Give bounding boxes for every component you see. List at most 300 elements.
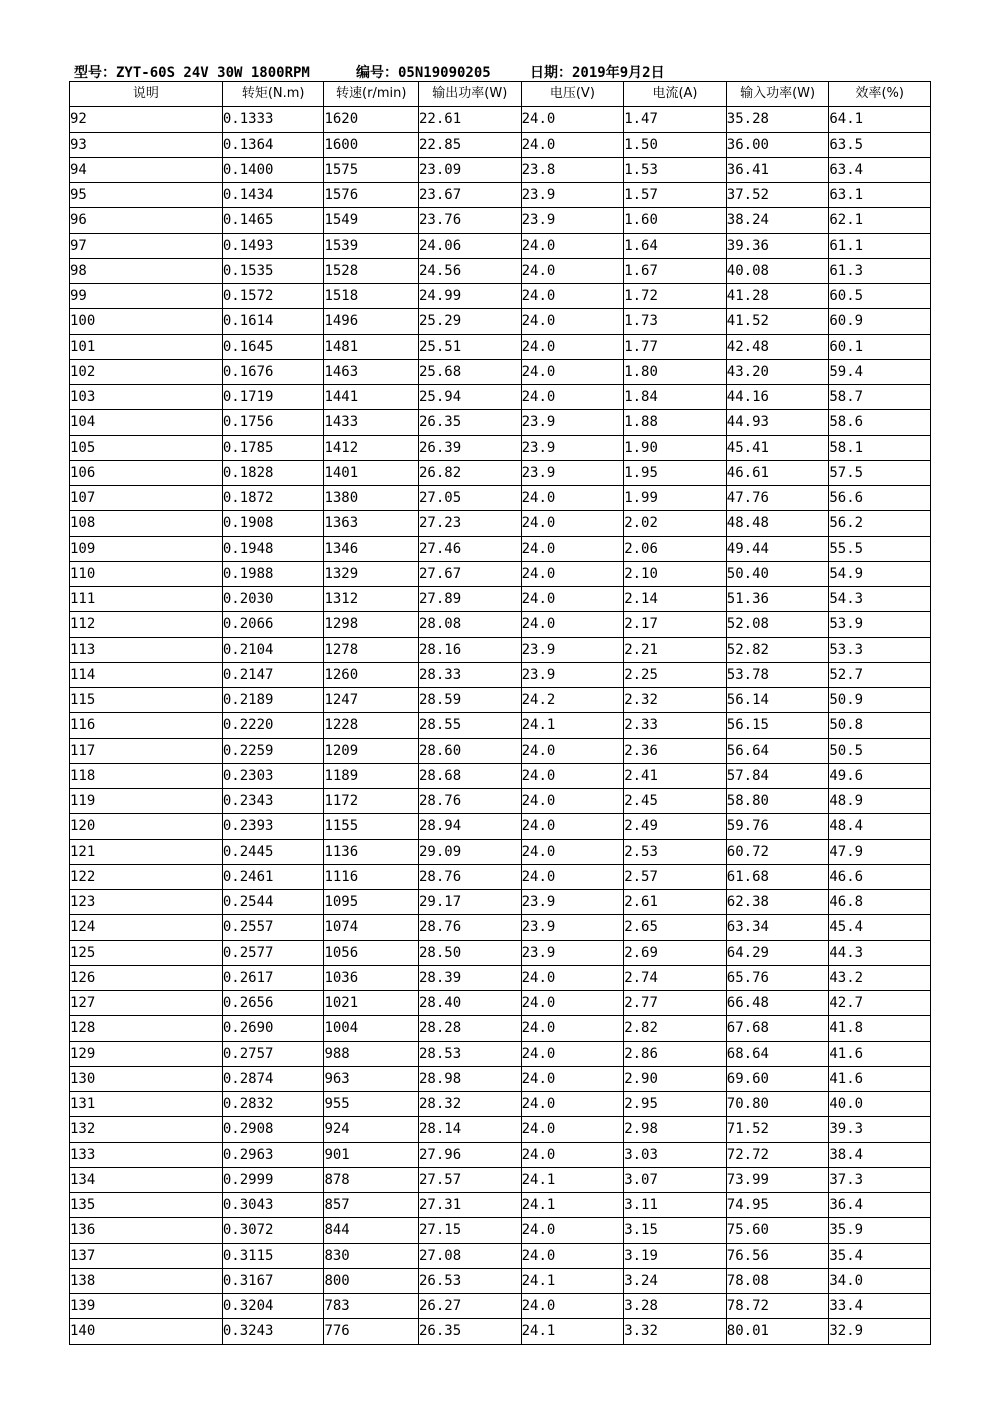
cell-input-power: 36.41	[726, 157, 829, 182]
cell-current: 3.32	[624, 1319, 727, 1344]
cell-speed: 1074	[324, 915, 419, 940]
cell-description: 111	[70, 587, 223, 612]
cell-input-power: 61.68	[726, 864, 829, 889]
cell-input-power: 69.60	[726, 1066, 829, 1091]
table-row	[70, 410, 931, 435]
cell-description: 108	[70, 511, 223, 536]
cell-voltage: 23.9	[521, 890, 624, 915]
cell-torque: 0.1948	[222, 536, 324, 561]
cell-output-power: 26.27	[419, 1294, 522, 1319]
table-row	[70, 1016, 931, 1041]
cell-description: 121	[70, 839, 223, 864]
cell-speed: 1346	[324, 536, 419, 561]
cell-efficiency: 46.6	[829, 864, 931, 889]
cell-speed: 924	[324, 1117, 419, 1142]
cell-torque: 0.2874	[222, 1066, 324, 1091]
cell-input-power: 47.76	[726, 486, 829, 511]
cell-input-power: 40.08	[726, 258, 829, 283]
cell-speed: 1401	[324, 460, 419, 485]
cell-current: 1.53	[624, 157, 727, 182]
cell-voltage: 23.9	[521, 460, 624, 485]
table-row	[70, 284, 931, 309]
cell-input-power: 63.34	[726, 915, 829, 940]
cell-output-power: 28.59	[419, 688, 522, 713]
cell-description: 120	[70, 814, 223, 839]
cell-current: 2.02	[624, 511, 727, 536]
cell-efficiency: 56.2	[829, 511, 931, 536]
cell-voltage: 24.0	[521, 814, 624, 839]
cell-voltage: 24.0	[521, 1142, 624, 1167]
table-row	[70, 1319, 931, 1344]
cell-speed: 963	[324, 1066, 419, 1091]
cell-description: 94	[70, 157, 223, 182]
cell-speed: 1528	[324, 258, 419, 283]
cell-speed: 878	[324, 1167, 419, 1192]
cell-input-power: 78.08	[726, 1268, 829, 1293]
cell-description: 113	[70, 637, 223, 662]
table-row	[70, 839, 931, 864]
cell-description: 127	[70, 991, 223, 1016]
cell-efficiency: 38.4	[829, 1142, 931, 1167]
table-row	[70, 1294, 931, 1319]
cell-efficiency: 44.3	[829, 940, 931, 965]
cell-output-power: 28.98	[419, 1066, 522, 1091]
cell-current: 2.45	[624, 789, 727, 814]
cell-output-power: 29.17	[419, 890, 522, 915]
cell-speed: 1496	[324, 309, 419, 334]
cell-torque: 0.1828	[222, 460, 324, 485]
cell-speed: 1575	[324, 157, 419, 182]
cell-voltage: 24.0	[521, 284, 624, 309]
cell-description: 116	[70, 713, 223, 738]
cell-output-power: 28.53	[419, 1041, 522, 1066]
cell-voltage: 23.9	[521, 435, 624, 460]
cell-description: 135	[70, 1193, 223, 1218]
cell-efficiency: 61.1	[829, 233, 931, 258]
cell-efficiency: 54.9	[829, 561, 931, 586]
cell-current: 2.98	[624, 1117, 727, 1142]
cell-speed: 1247	[324, 688, 419, 713]
cell-efficiency: 34.0	[829, 1268, 931, 1293]
cell-efficiency: 53.9	[829, 612, 931, 637]
cell-description: 124	[70, 915, 223, 940]
cell-speed: 1021	[324, 991, 419, 1016]
cell-speed: 1228	[324, 713, 419, 738]
cell-output-power: 25.29	[419, 309, 522, 334]
cell-description: 110	[70, 561, 223, 586]
cell-input-power: 45.41	[726, 435, 829, 460]
cell-speed: 1095	[324, 890, 419, 915]
cell-speed: 783	[324, 1294, 419, 1319]
cell-description: 103	[70, 385, 223, 410]
cell-current: 2.36	[624, 738, 727, 763]
cell-efficiency: 63.5	[829, 132, 931, 157]
cell-input-power: 41.28	[726, 284, 829, 309]
cell-current: 2.14	[624, 587, 727, 612]
cell-voltage: 23.9	[521, 183, 624, 208]
cell-output-power: 27.89	[419, 587, 522, 612]
cell-current: 3.03	[624, 1142, 727, 1167]
cell-description: 98	[70, 258, 223, 283]
cell-current: 1.99	[624, 486, 727, 511]
table-row	[70, 208, 931, 233]
cell-voltage: 24.0	[521, 1117, 624, 1142]
cell-torque: 0.2690	[222, 1016, 324, 1041]
cell-torque: 0.2189	[222, 688, 324, 713]
cell-speed: 857	[324, 1193, 419, 1218]
table-row	[70, 1167, 931, 1192]
cell-description: 125	[70, 940, 223, 965]
cell-efficiency: 32.9	[829, 1319, 931, 1344]
cell-voltage: 24.0	[521, 1066, 624, 1091]
cell-speed: 776	[324, 1319, 419, 1344]
cell-voltage: 24.0	[521, 1016, 624, 1041]
cell-input-power: 36.00	[726, 132, 829, 157]
cell-torque: 0.1572	[222, 284, 324, 309]
cell-input-power: 46.61	[726, 460, 829, 485]
cell-output-power: 26.82	[419, 460, 522, 485]
cell-voltage: 24.0	[521, 385, 624, 410]
cell-output-power: 28.14	[419, 1117, 522, 1142]
cell-current: 1.95	[624, 460, 727, 485]
table-row	[70, 1142, 931, 1167]
cell-input-power: 57.84	[726, 763, 829, 788]
cell-current: 1.57	[624, 183, 727, 208]
cell-input-power: 43.20	[726, 359, 829, 384]
cell-description: 97	[70, 233, 223, 258]
cell-input-power: 56.64	[726, 738, 829, 763]
cell-output-power: 24.56	[419, 258, 522, 283]
cell-current: 2.65	[624, 915, 727, 940]
cell-input-power: 68.64	[726, 1041, 829, 1066]
cell-efficiency: 61.3	[829, 258, 931, 283]
cell-speed: 1363	[324, 511, 419, 536]
cell-efficiency: 33.4	[829, 1294, 931, 1319]
cell-output-power: 28.68	[419, 763, 522, 788]
cell-efficiency: 60.9	[829, 309, 931, 334]
cell-input-power: 71.52	[726, 1117, 829, 1142]
cell-speed: 830	[324, 1243, 419, 1268]
cell-speed: 1260	[324, 662, 419, 687]
cell-speed: 1298	[324, 612, 419, 637]
table-row	[70, 511, 931, 536]
cell-torque: 0.1364	[222, 132, 324, 157]
cell-torque: 0.1493	[222, 233, 324, 258]
cell-description: 115	[70, 688, 223, 713]
cell-output-power: 29.09	[419, 839, 522, 864]
cell-speed: 1620	[324, 107, 419, 132]
col-header-voltage: 电压(V)	[521, 82, 624, 107]
cell-current: 2.82	[624, 1016, 727, 1041]
cell-description: 118	[70, 763, 223, 788]
cell-voltage: 24.0	[521, 864, 624, 889]
col-header-input-power: 输入功率(W)	[726, 82, 829, 107]
cell-speed: 901	[324, 1142, 419, 1167]
cell-output-power: 28.28	[419, 1016, 522, 1041]
cell-description: 137	[70, 1243, 223, 1268]
cell-output-power: 25.94	[419, 385, 522, 410]
cell-output-power: 28.08	[419, 612, 522, 637]
cell-output-power: 27.23	[419, 511, 522, 536]
cell-speed: 1004	[324, 1016, 419, 1041]
cell-voltage: 24.0	[521, 1092, 624, 1117]
cell-output-power: 28.94	[419, 814, 522, 839]
cell-input-power: 67.68	[726, 1016, 829, 1041]
cell-current: 3.15	[624, 1218, 727, 1243]
cell-description: 133	[70, 1142, 223, 1167]
cell-output-power: 23.09	[419, 157, 522, 182]
cell-output-power: 23.76	[419, 208, 522, 233]
cell-voltage: 24.0	[521, 511, 624, 536]
cell-voltage: 24.0	[521, 107, 624, 132]
table-row	[70, 1193, 931, 1218]
cell-description: 129	[70, 1041, 223, 1066]
cell-torque: 0.1465	[222, 208, 324, 233]
cell-efficiency: 56.6	[829, 486, 931, 511]
cell-efficiency: 35.9	[829, 1218, 931, 1243]
cell-speed: 1481	[324, 334, 419, 359]
cell-efficiency: 60.5	[829, 284, 931, 309]
table-row	[70, 612, 931, 637]
cell-efficiency: 37.3	[829, 1167, 931, 1192]
table-row	[70, 1041, 931, 1066]
col-header-speed: 转速(r/min)	[324, 82, 419, 107]
cell-input-power: 64.29	[726, 940, 829, 965]
cell-torque: 0.2544	[222, 890, 324, 915]
cell-output-power: 28.76	[419, 915, 522, 940]
table-row	[70, 688, 931, 713]
cell-description: 100	[70, 309, 223, 334]
table-row	[70, 1117, 931, 1142]
cell-torque: 0.1535	[222, 258, 324, 283]
table-header-row	[70, 82, 931, 107]
cell-voltage: 24.0	[521, 789, 624, 814]
cell-voltage: 24.0	[521, 1218, 624, 1243]
cell-description: 101	[70, 334, 223, 359]
cell-output-power: 28.76	[419, 864, 522, 889]
cell-speed: 1172	[324, 789, 419, 814]
table-row	[70, 183, 931, 208]
cell-input-power: 70.80	[726, 1092, 829, 1117]
cell-output-power: 27.46	[419, 536, 522, 561]
cell-speed: 1312	[324, 587, 419, 612]
cell-voltage: 24.0	[521, 233, 624, 258]
cell-input-power: 56.15	[726, 713, 829, 738]
cell-input-power: 38.24	[726, 208, 829, 233]
cell-torque: 0.1400	[222, 157, 324, 182]
table-row	[70, 915, 931, 940]
cell-torque: 0.2147	[222, 662, 324, 687]
cell-output-power: 27.96	[419, 1142, 522, 1167]
cell-current: 3.11	[624, 1193, 727, 1218]
cell-description: 95	[70, 183, 223, 208]
cell-efficiency: 60.1	[829, 334, 931, 359]
cell-torque: 0.1645	[222, 334, 324, 359]
cell-output-power: 27.15	[419, 1218, 522, 1243]
cell-current: 1.90	[624, 435, 727, 460]
table-row	[70, 814, 931, 839]
cell-torque: 0.1872	[222, 486, 324, 511]
cell-output-power: 28.50	[419, 940, 522, 965]
cell-description: 136	[70, 1218, 223, 1243]
cell-speed: 1441	[324, 385, 419, 410]
cell-voltage: 24.0	[521, 132, 624, 157]
cell-output-power: 23.67	[419, 183, 522, 208]
cell-input-power: 58.80	[726, 789, 829, 814]
cell-torque: 0.2757	[222, 1041, 324, 1066]
cell-speed: 800	[324, 1268, 419, 1293]
cell-efficiency: 35.4	[829, 1243, 931, 1268]
table-row	[70, 132, 931, 157]
cell-input-power: 49.44	[726, 536, 829, 561]
cell-output-power: 28.33	[419, 662, 522, 687]
cell-input-power: 37.52	[726, 183, 829, 208]
cell-torque: 0.1333	[222, 107, 324, 132]
cell-output-power: 28.39	[419, 965, 522, 990]
table-row	[70, 890, 931, 915]
cell-voltage: 24.0	[521, 359, 624, 384]
cell-voltage: 23.9	[521, 940, 624, 965]
cell-voltage: 24.1	[521, 1319, 624, 1344]
cell-current: 2.33	[624, 713, 727, 738]
cell-output-power: 28.76	[419, 789, 522, 814]
cell-efficiency: 63.1	[829, 183, 931, 208]
cell-input-power: 75.60	[726, 1218, 829, 1243]
cell-description: 92	[70, 107, 223, 132]
cell-torque: 0.1434	[222, 183, 324, 208]
table-row	[70, 107, 931, 132]
cell-speed: 1278	[324, 637, 419, 662]
cell-torque: 0.2343	[222, 789, 324, 814]
cell-voltage: 24.0	[521, 1243, 624, 1268]
cell-voltage: 24.0	[521, 965, 624, 990]
cell-voltage: 24.0	[521, 1041, 624, 1066]
cell-description: 107	[70, 486, 223, 511]
cell-efficiency: 39.3	[829, 1117, 931, 1142]
cell-torque: 0.1908	[222, 511, 324, 536]
cell-input-power: 48.48	[726, 511, 829, 536]
cell-torque: 0.3043	[222, 1193, 324, 1218]
table-row	[70, 637, 931, 662]
cell-current: 2.95	[624, 1092, 727, 1117]
cell-speed: 1576	[324, 183, 419, 208]
cell-description: 122	[70, 864, 223, 889]
cell-torque: 0.2557	[222, 915, 324, 940]
table-row	[70, 233, 931, 258]
cell-current: 1.84	[624, 385, 727, 410]
col-header-efficiency: 效率(%)	[829, 82, 931, 107]
cell-torque: 0.2461	[222, 864, 324, 889]
cell-output-power: 25.68	[419, 359, 522, 384]
serial-number-label: 编号：05N19090205	[356, 65, 491, 81]
cell-description: 114	[70, 662, 223, 687]
cell-output-power: 22.85	[419, 132, 522, 157]
table-row	[70, 713, 931, 738]
table-row	[70, 991, 931, 1016]
cell-efficiency: 43.2	[829, 965, 931, 990]
cell-voltage: 23.9	[521, 410, 624, 435]
cell-efficiency: 58.1	[829, 435, 931, 460]
cell-efficiency: 63.4	[829, 157, 931, 182]
cell-voltage: 24.2	[521, 688, 624, 713]
cell-torque: 0.1719	[222, 385, 324, 410]
cell-output-power: 28.32	[419, 1092, 522, 1117]
cell-description: 119	[70, 789, 223, 814]
cell-current: 1.67	[624, 258, 727, 283]
table-row	[70, 561, 931, 586]
cell-input-power: 80.01	[726, 1319, 829, 1344]
cell-torque: 0.1988	[222, 561, 324, 586]
cell-torque: 0.2393	[222, 814, 324, 839]
table-row	[70, 258, 931, 283]
cell-current: 2.74	[624, 965, 727, 990]
col-header-current: 电流(A)	[624, 82, 727, 107]
cell-torque: 0.3204	[222, 1294, 324, 1319]
cell-efficiency: 53.3	[829, 637, 931, 662]
cell-efficiency: 46.8	[829, 890, 931, 915]
cell-output-power: 27.08	[419, 1243, 522, 1268]
table-row	[70, 385, 931, 410]
cell-input-power: 52.82	[726, 637, 829, 662]
cell-efficiency: 55.5	[829, 536, 931, 561]
cell-voltage: 24.0	[521, 561, 624, 586]
cell-input-power: 56.14	[726, 688, 829, 713]
cell-torque: 0.3243	[222, 1319, 324, 1344]
cell-input-power: 65.76	[726, 965, 829, 990]
cell-torque: 0.2908	[222, 1117, 324, 1142]
table-row	[70, 789, 931, 814]
col-header-torque: 转矩(N.m)	[222, 82, 324, 107]
cell-efficiency: 48.9	[829, 789, 931, 814]
table-row	[70, 334, 931, 359]
cell-description: 126	[70, 965, 223, 990]
motor-test-table	[69, 81, 931, 1345]
cell-speed: 1549	[324, 208, 419, 233]
cell-voltage: 24.0	[521, 309, 624, 334]
cell-current: 1.47	[624, 107, 727, 132]
cell-output-power: 24.99	[419, 284, 522, 309]
cell-input-power: 62.38	[726, 890, 829, 915]
cell-current: 3.19	[624, 1243, 727, 1268]
cell-input-power: 50.40	[726, 561, 829, 586]
cell-output-power: 26.53	[419, 1268, 522, 1293]
cell-output-power: 26.35	[419, 410, 522, 435]
cell-current: 1.77	[624, 334, 727, 359]
cell-speed: 1136	[324, 839, 419, 864]
cell-output-power: 27.67	[419, 561, 522, 586]
cell-description: 105	[70, 435, 223, 460]
cell-efficiency: 59.4	[829, 359, 931, 384]
cell-description: 96	[70, 208, 223, 233]
cell-torque: 0.3072	[222, 1218, 324, 1243]
cell-description: 140	[70, 1319, 223, 1344]
cell-voltage: 24.0	[521, 763, 624, 788]
cell-torque: 0.2577	[222, 940, 324, 965]
cell-current: 1.73	[624, 309, 727, 334]
cell-output-power: 27.31	[419, 1193, 522, 1218]
cell-current: 2.53	[624, 839, 727, 864]
cell-torque: 0.1676	[222, 359, 324, 384]
cell-current: 1.88	[624, 410, 727, 435]
cell-voltage: 24.0	[521, 486, 624, 511]
cell-torque: 0.3115	[222, 1243, 324, 1268]
cell-current: 1.80	[624, 359, 727, 384]
cell-current: 2.10	[624, 561, 727, 586]
table-row	[70, 486, 931, 511]
cell-speed: 988	[324, 1041, 419, 1066]
cell-speed: 1155	[324, 814, 419, 839]
cell-voltage: 24.0	[521, 587, 624, 612]
